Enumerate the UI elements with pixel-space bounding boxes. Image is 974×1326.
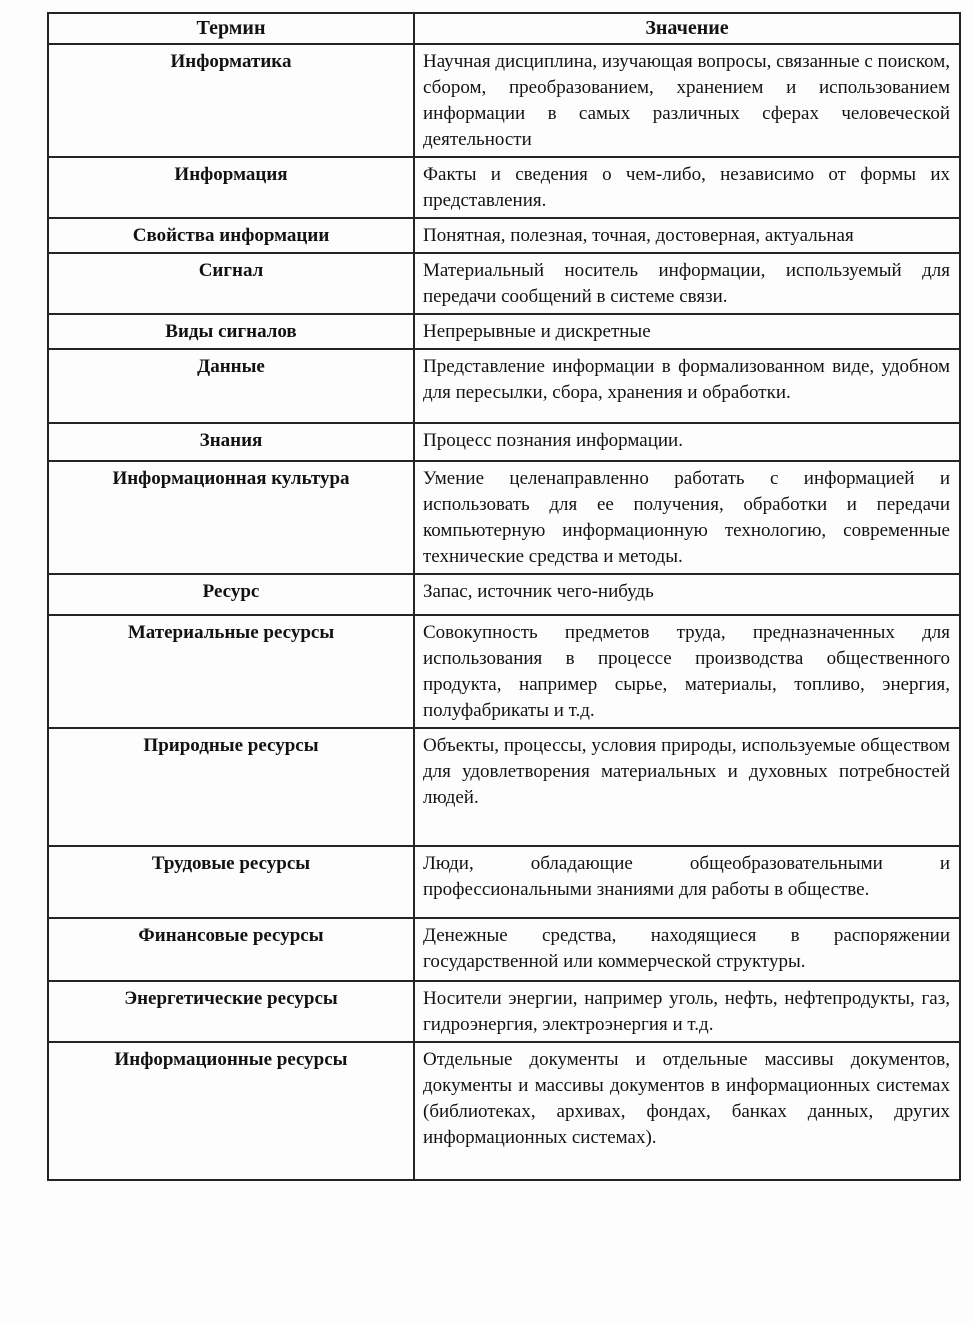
term-cell: Виды сигналов xyxy=(48,314,414,349)
table-row xyxy=(48,728,960,846)
value-cell: Процесс познания информации. xyxy=(414,423,960,461)
term-cell: Информатика xyxy=(48,44,414,157)
value-cell: Люди, обладающие общеобразовательными и профессиональными знаниями для работы в обществе. xyxy=(414,846,960,918)
value-cell: Совокупность предметов труда, предназначенных для использования в процессе производства общественного продукта, например сырье, материалы, топливо, энергия, полуфабрикаты и т.д. xyxy=(414,615,960,728)
value-cell: Отдельные документы и отдельные массивы документов, документы и массивы документов в информационных системах (библиотеках, архивах, фондах, банках данных, других информационных системах). xyxy=(414,1042,960,1180)
term-cell: Материальные ресурсы xyxy=(48,615,414,728)
value-cell: Представление информации в формализованном виде, удобном для пересылки, сбора, хранения и обработки. xyxy=(414,349,960,423)
term-cell: Финансовые ресурсы xyxy=(48,918,414,981)
term-cell: Данные xyxy=(48,349,414,423)
table-row xyxy=(48,918,960,981)
table-row xyxy=(48,253,960,314)
table-row xyxy=(48,157,960,218)
table-row xyxy=(48,846,960,918)
value-cell: Объекты, процессы, условия природы, используемые обществом для удовлетворения материальных и духовных потребностей людей. xyxy=(414,728,960,846)
term-cell: Энергетические ресурсы xyxy=(48,981,414,1042)
table-row xyxy=(48,461,960,574)
value-cell: Факты и сведения о чем-либо, независимо от формы их представления. xyxy=(414,157,960,218)
value-cell: Запас, источник чего-нибудь xyxy=(414,574,960,615)
value-cell: Понятная, полезная, точная, достоверная, актуальная xyxy=(414,218,960,253)
term-cell: Свойства информации xyxy=(48,218,414,253)
value-cell: Умение целенаправленно работать с информацией и использовать для ее получения, обработки и передачи компьютерную информационную технологию, современные технические средства и методы. xyxy=(414,461,960,574)
table-row xyxy=(48,314,960,349)
term-cell: Знания xyxy=(48,423,414,461)
header-row xyxy=(48,13,960,44)
table-row xyxy=(48,423,960,461)
table-row xyxy=(48,349,960,423)
table-row xyxy=(48,981,960,1042)
table-row xyxy=(48,1042,960,1180)
term-cell: Информационные ресурсы xyxy=(48,1042,414,1180)
value-cell: Денежные средства, находящиеся в распоряжении государственной или коммерческой структуры. xyxy=(414,918,960,981)
table-row xyxy=(48,615,960,728)
value-cell: Научная дисциплина, изучающая вопросы, связанные с поиском, сбором, преобразованием, хранением и использованием информации в самых различных сферах человеческой деятельности xyxy=(414,44,960,157)
table-row xyxy=(48,218,960,253)
column-header-term: Термин xyxy=(48,13,414,44)
term-cell: Информационная культура xyxy=(48,461,414,574)
terms-glossary-table xyxy=(47,12,961,1181)
term-cell: Трудовые ресурсы xyxy=(48,846,414,918)
term-cell: Сигнал xyxy=(48,253,414,314)
value-cell: Материальный носитель информации, используемый для передачи сообщений в системе связи. xyxy=(414,253,960,314)
table-row xyxy=(48,574,960,615)
value-cell: Непрерывные и дискретные xyxy=(414,314,960,349)
table-row xyxy=(48,44,960,157)
term-cell: Информация xyxy=(48,157,414,218)
term-cell: Ресурс xyxy=(48,574,414,615)
column-header-value: Значение xyxy=(414,13,960,44)
value-cell: Носители энергии, например уголь, нефть, нефтепродукты, газ, гидроэнергия, электроэнергия и т.д. xyxy=(414,981,960,1042)
term-cell: Природные ресурсы xyxy=(48,728,414,846)
